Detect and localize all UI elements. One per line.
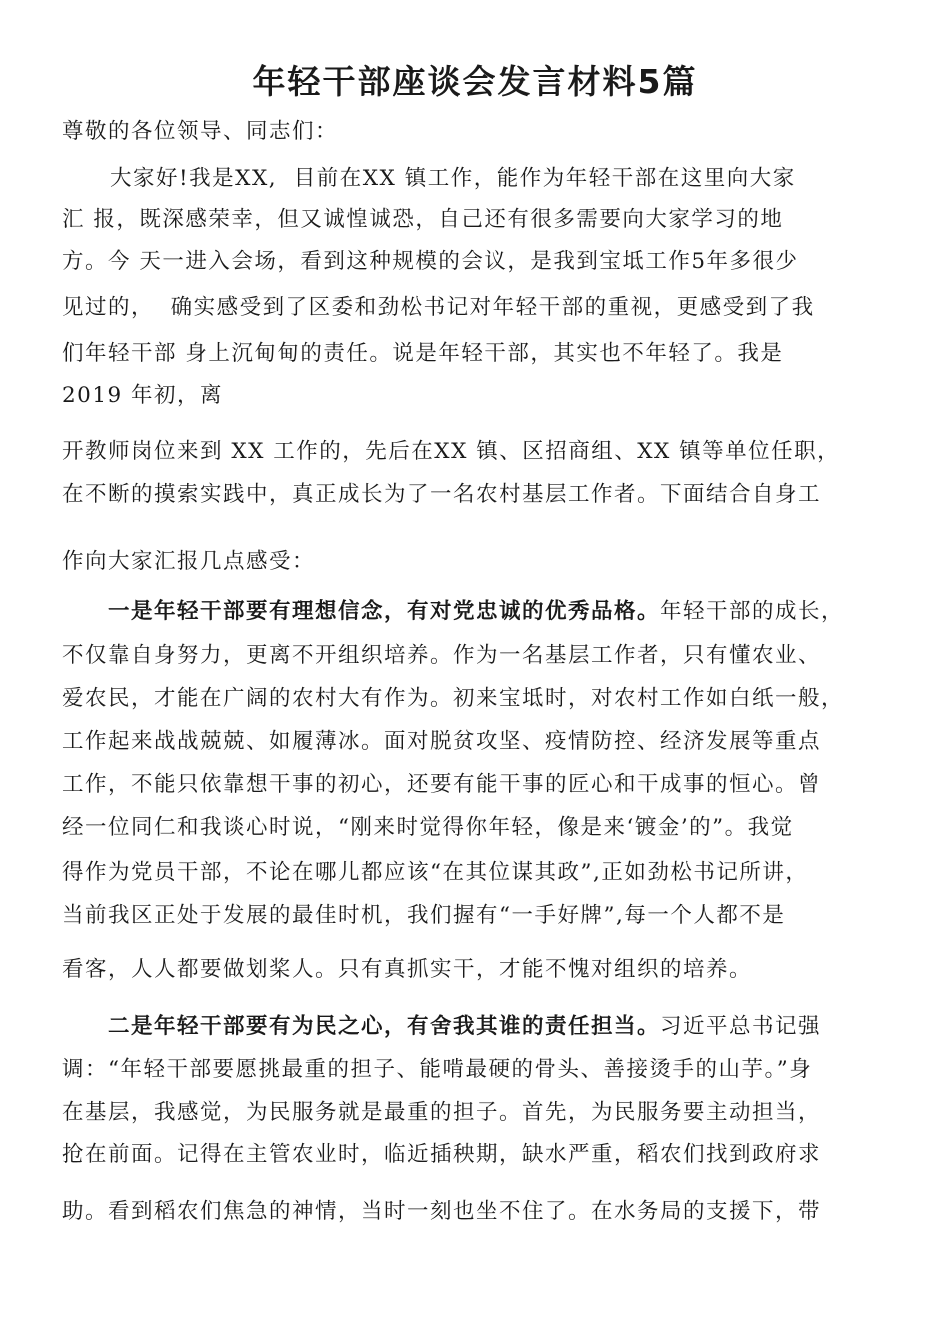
section1-line: 得作为党员干部，不论在哪儿都应该“在其位谋其政”,正如劲松书记所讲，	[62, 860, 809, 885]
paragraph2-line: 作向大家汇报几点感受：	[62, 549, 316, 574]
section1-line: 工作起来战战兢兢、如履薄冰。面对脱贫攻坚、疫情防控、经济发展等重点	[62, 729, 822, 754]
section1-line: 爱农民，才能在广阔的农村大有作为。初来宝坻时，对农村工作如白纸一般，	[62, 686, 845, 711]
section1-first-line	[108, 597, 844, 627]
paragraph1-line: 汇 报，既深感荣幸，但又诚惶诚恐，自己还有很多需要向大家学习的地	[62, 207, 784, 232]
section1-line: 当前我区正处于发展的最佳时机，我们握有“一手好牌”,每一个人都不是	[62, 903, 786, 928]
section1-line: 经一位同仁和我谈心时说，“刚来时觉得你年轻，像是来‘镀金’的”。我觉	[62, 815, 794, 840]
section1-line: 看客，人人都要做划桨人。只有真抓实干，才能不愧对组织的培养。	[62, 957, 753, 982]
section1-first-rest: 年轻干部的成长，	[660, 599, 845, 624]
section2-first-line	[108, 1012, 821, 1042]
paragraph1-line: 方。今 天一进入会场，看到这种规模的会议，是我到宝坻工作5年多很少	[62, 249, 799, 274]
section1-line: 工作，不能只依靠想干事的初心，还要有能干事的匠心和干成事的恒心。曾	[62, 772, 822, 797]
salutation: 尊敬的各位领导、同志们：	[62, 119, 339, 144]
paragraph1-line: 大家好!我是XX, 目前在XX 镇工作，能作为年轻干部在这里向大家	[110, 166, 796, 191]
section1-line: 不仅靠自身努力，更离不开组织培养。作为一名基层工作者，只有懂农业、	[62, 643, 822, 668]
section2-first-rest: 习近平总书记强	[660, 1014, 822, 1039]
paragraph1-line: 2019 年初，离	[62, 383, 224, 408]
paragraph2-line: 开教师岗位来到 XX 工作的，先后在XX 镇、区招商组、XX 镇等单位任职，	[62, 439, 841, 464]
document-title: 年轻干部座谈会发言材料5篇	[252, 62, 698, 101]
section2-line: 在基层，我感觉，为民服务就是最重的担子。首先，为民服务要主动担当，	[62, 1100, 822, 1125]
paragraph1-line: 见过的， 确实感受到了区委和劲松书记对年轻干部的重视，更感受到了我	[62, 295, 815, 320]
section2-line: 抢在前面。记得在主管农业时，临近插秧期，缺水严重，稻农们找到政府求	[62, 1142, 822, 1167]
paragraph2-line: 在不断的摸索实践中，真正成长为了一名农村基层工作者。下面结合自身工	[62, 482, 822, 507]
section2-line: 调：“年轻干部要愿挑最重的担子、能啃最硬的骨头、善接烫手的山芋。”身	[62, 1057, 813, 1082]
section1-heading: 一是年轻干部要有理想信念，有对党忠诚的优秀品格。	[108, 599, 661, 624]
section2-line: 助。看到稻农们焦急的神情，当时一刻也坐不住了。在水务局的支援下，带	[62, 1199, 822, 1224]
paragraph1-line: 们年轻干部 身上沉甸甸的责任。说是年轻干部，其实也不年轻了。我是	[62, 341, 784, 366]
section2-heading: 二是年轻干部要有为民之心，有舍我其谁的责任担当。	[108, 1014, 661, 1039]
